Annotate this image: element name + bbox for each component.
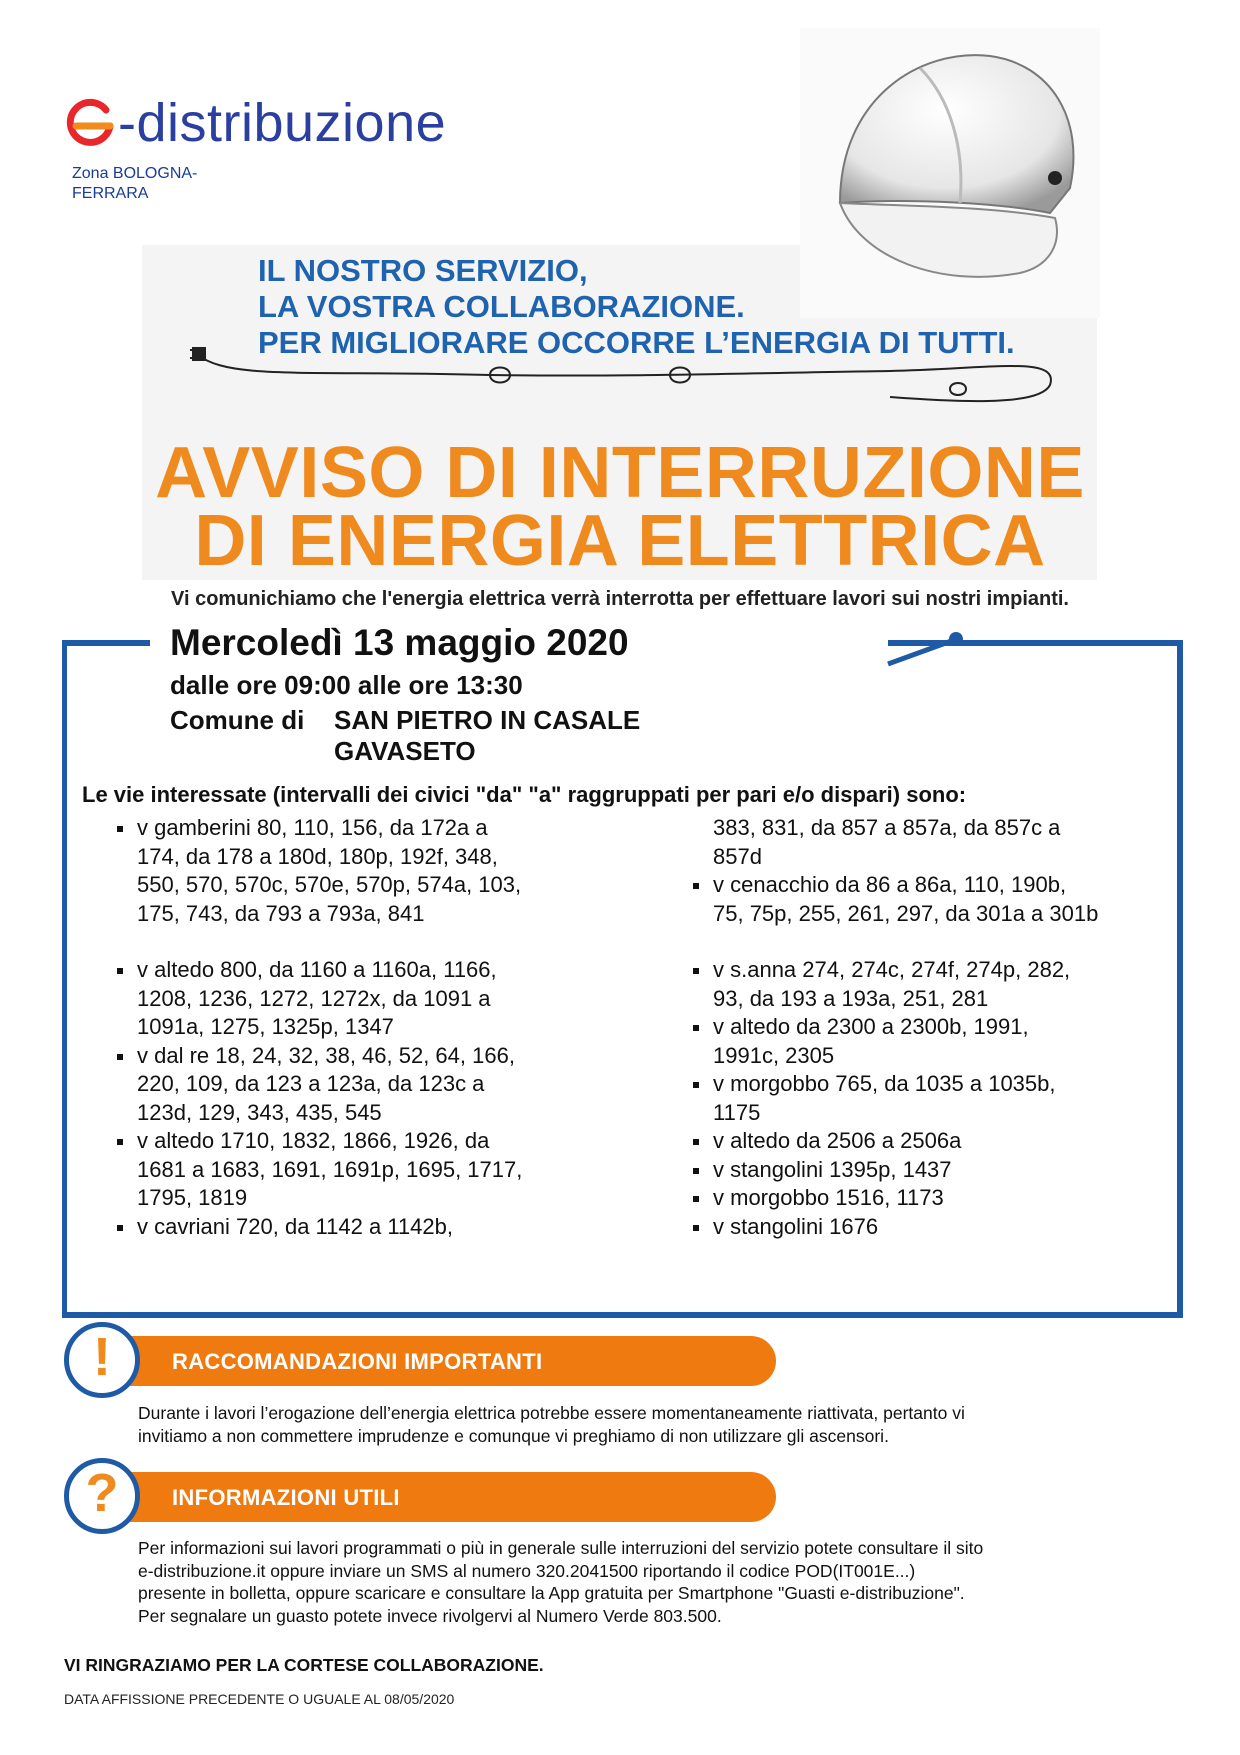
street-item: v altedo da 2506 a 2506a [713,1127,1168,1156]
informazioni-line: Per segnalare un guasto potete invece rivolgervi al Numero Verde 803.500. [138,1605,722,1626]
bullet-icon [693,1225,699,1231]
vie-heading: Le vie interessate (intervalli dei civici "da" "a" raggruppati per pari e/o dispari) sono: [82,782,967,807]
street-item-continuation: 550, 570, 570c, 570e, 570p, 574a, 103, [137,872,522,897]
e-distribuzione-logo-icon [66,96,116,152]
question-icon: ? [85,1463,119,1523]
street-item-continuation: 1991c, 2305 [713,1042,835,1068]
street-item: v altedo 1710, 1832, 1866, 1926, da [137,1127,607,1156]
street-item-continuation: 75, 75p, 255, 261, 297, da 301a a 301b [713,900,1099,926]
informazioni-title: INFORMAZIONI UTILI [172,1485,400,1510]
bullet-icon [693,1082,699,1088]
title-line-2: DI ENERGIA ELETTRICA [194,501,1046,581]
exclamation-icon: ! [93,1327,111,1387]
slogan-line-2: LA VOSTRA COLLABORAZIONE. [258,289,745,324]
street-item-continuation: 1091a, 1275, 1325p, 1347 [137,1014,394,1039]
zona-line-1: Zona BOLOGNA- [72,165,198,182]
informazioni-line: e-distribuzione.it oppure inviare un SMS al numero 320.2041500 riportando il codice POD(IT001E...) [138,1560,916,1581]
thanks-text: VI RINGRAZIAMO PER LA CORTESE COLLABORAZIONE. [64,1655,544,1675]
bullet-icon [117,1054,123,1060]
street-item: v cenacchio da 86 a 86a, 110, 190b, [713,871,1168,900]
street-item: v stangolini 1395p, 1437 [713,1156,1168,1185]
bullet-icon [693,1139,699,1145]
street-item-continuation: 175, 743, da 793 a 793a, 841 [137,900,425,926]
raccomandazioni-text [138,1402,1138,1447]
street-item: v stangolini 1676 [713,1213,1168,1242]
bullet-icon [117,1139,123,1145]
bullet-icon [117,968,123,974]
street-item-continuation: 1681 a 1683, 1691, 1691p, 1695, 1717, [137,1156,523,1182]
street-item: v altedo da 2300 a 2300b, 1991, [713,1013,1168,1042]
list-spacer [713,928,1168,956]
interruption-hours: dalle ore 09:00 alle ore 13:30 [170,670,523,700]
street-item-continuation: 1795, 1819 [137,1185,248,1210]
street-item-continuation: 174, da 178 a 180d, 180p, 192f, 348, [137,843,498,869]
raccomandazioni-line: Durante i lavori l’erogazione dell’energia elettrica potrebbe essere momentaneamente riattivata, pertanto vi [138,1403,965,1423]
street-item: v morgobbo 1516, 1173 [713,1184,1168,1213]
affissione-date: DATA AFFISSIONE PRECEDENTE O UGUALE AL 08/05/2020 [64,1691,455,1707]
bullet-icon [693,968,699,974]
bullet-icon [117,1225,123,1231]
comune-name: SAN PIETRO IN CASALE [334,705,641,735]
streets-column-right [713,814,1168,1241]
list-spacer [137,928,607,956]
intro-text: Vi comunichiamo che l'energia elettrica verrà interrotta per effettuare lavori sui nostri impianti. [171,588,1069,610]
raccomandazioni-title: RACCOMANDAZIONI IMPORTANTI [172,1349,543,1374]
street-item: v gamberini 80, 110, 156, da 172a a [137,814,607,843]
street-item-continuation: 123d, 129, 343, 435, 545 [137,1099,382,1125]
slogan-line-3: PER MIGLIORARE OCCORRE L’ENERGIA DI TUTTI. [258,325,1015,360]
street-item-continuation: 1208, 1236, 1272, 1272x, da 1091 a [137,985,491,1011]
zona-label [72,164,197,204]
streets-column-left [137,814,607,1241]
bullet-icon [693,1168,699,1174]
informazioni-line: Per informazioni sui lavori programmati o più in generale sulle interruzioni del servizio potete consultare il sito [138,1538,984,1558]
frazione-name: GAVASETO [334,736,476,766]
street-item-continuation: 857d [713,843,762,869]
informazioni-text [138,1537,1138,1627]
comune-label: Comune di [170,705,305,735]
helmet-icon [800,28,1100,318]
street-item-continuation: 383, 831, da 857 a 857a, da 857c a [713,815,1061,840]
street-item: v s.anna 274, 274c, 274f, 274p, 282, [713,956,1168,985]
gauge-needle-icon [882,630,982,670]
raccomandazioni-line: invitiamo a non commettere imprudenze e comunque vi preghiamo di non utilizzare gli ascensori. [138,1425,889,1446]
street-item: v altedo 800, da 1160 a 1160a, 1166, [137,956,607,985]
street-item-continuation: 93, da 193 a 193a, 251, 281 [713,985,989,1011]
street-item-continuation: 1175 [713,1099,761,1125]
street-item: v cavriani 720, da 1142 a 1142b, [137,1213,607,1242]
logo-wordmark: -distribuzione [118,93,447,153]
bullet-icon [693,1025,699,1031]
bullet-icon [117,826,123,832]
power-cable-icon [190,325,1070,415]
slogan-line-1: IL NOSTRO SERVIZIO, [258,253,588,288]
street-item: v morgobbo 765, da 1035 a 1035b, [713,1070,1168,1099]
bullet-icon [693,1196,699,1202]
informazioni-line: presente in bolletta, oppure scaricare e consultare la App gratuita per Smartphone "Guasti e-distribuzione". [138,1583,965,1603]
zona-line-2: FERRARA [72,185,149,202]
street-item-continuation: 220, 109, da 123 a 123a, da 123c a [137,1071,485,1096]
bullet-icon [693,883,699,889]
title-line-1: AVVISO DI INTERRUZIONE [155,433,1085,513]
street-item: v dal re 18, 24, 32, 38, 46, 52, 64, 166, [137,1042,607,1071]
interruption-date: Mercoledì 13 maggio 2020 [170,622,629,663]
